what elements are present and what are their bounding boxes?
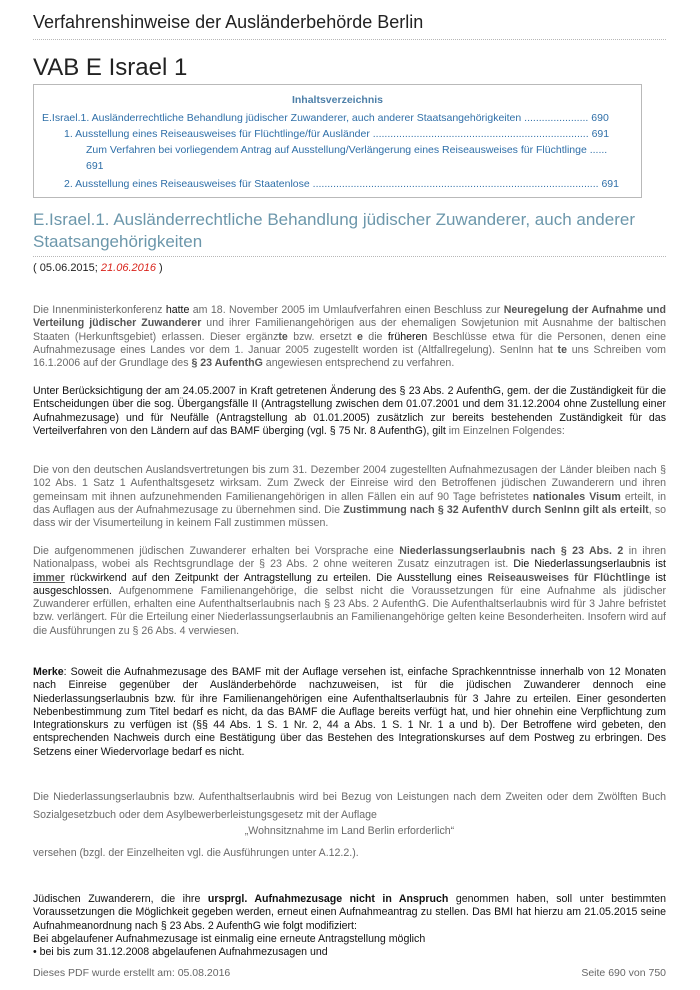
paragraph-auflage-tail: versehen (bzgl. der Einzelheiten vgl. die Ausführungen unter A.12.2.).: [33, 847, 359, 859]
toc-entry-page: 691: [86, 160, 104, 172]
document-title: VAB E Israel 1: [33, 54, 188, 81]
footer-created-date: Dieses PDF wurde erstellt am: 05.08.2016: [33, 967, 231, 979]
paragraph-aenderung: Unter Berücksichtigung der am 24.05.2007 in Kraft getretenen Änderung des § 23 Abs. 2 AufenthG, gem. der die Zuständigkeit für die Entscheidungen über die sog. Übergangsfälle II (Antragstellung zwischen dem 01.07.2001 und dem 31.12.2004 ohne Zustellung einer Aufnahmezusage) und für Neufälle (Antragstellung ab 01.01.2005) zusätzlich zur bereits bestehenden Zuständigkeit für das Verteilverfahren von den Ländern auf das BAMF überging (vgl. § 75 Nr. 8 AufenthG), gilt im Einzelnen Folgendes:: [33, 385, 666, 437]
table-of-contents: [33, 84, 642, 198]
paragraph-neuregelung: Die Innenministerkonferenz hatte am 18. November 2005 im Umlaufverfahren einen Beschluss zur Neuregelung der Aufnahme und Verteilung jüdischer Zuwanderer und ihrer Familienangehörigen aus der ehemaligen Sowjetunion mit Ausnahme der baltischen Staaten (Herkunftsgebiet) erlassen. Dieser ergänzte bzw. ersetzt e die früheren Beschlüsse etwa für die Personen, denen eine Aufnahmezusage eines Landes vor dem 1. Januar 2005 zugestellt worden ist (Altfallregelung). SenInn hat te uns Schreiben vom 16.1.2006 auf der Grundlage des § 23 AufenthG angewiesen entsprechend zu verfahren.: [33, 304, 667, 370]
date-first: 05.06.2015;: [39, 262, 98, 274]
toc-entry-text: Zum Verfahren bei vorliegendem Antrag auf Ausstellung/Verlängerung eines Reiseausweises für Flüchtlinge: [86, 144, 587, 156]
toc-entry-dots: ..................................................................................................: [312, 178, 599, 190]
running-header-title: Verfahrenshinweise der Ausländerbehörde Berlin: [33, 12, 424, 32]
toc-entry-page: 691: [601, 178, 619, 190]
auflage-quote: „Wohnsitznahme im Land Berlin erforderlich“: [244, 825, 455, 837]
toc-entry-dots: ......................: [524, 112, 589, 124]
section-dates: [33, 262, 163, 274]
toc-entry-1[interactable]: [42, 112, 609, 124]
paragraph-merke: Merke: Soweit die Aufnahmezusage des BAMF mit der Auflage versehen ist, einfache Sprachkenntnisse innerhalb von 12 Monaten nach Einreise gegenüber der Ausländerbehörde nachzuweisen, ist für die jüdischen Zuwanderer dennoch eine Niederlassungserlaubnis bzw. für ihre Familienangehörigen eine Aufenthaltserlaubnis für 3 Jahre zu erteilen. Einer gesonderten Nebenbestimmung zum Titel bedarf es nicht, da das BAMF die Auflage bereits verfügt hat, und hier ohnehin eine Verpflichtung zum Integrationskurs zu verfügen ist (§§ 44 Abs. 1 S. 1 Nr. 2, 44 a Abs. 1 S. 1 Nr. 1 a und b). Der Betroffene wird gebeten, den entsprechenden Nachweis durch eine Bestätigung über das Bestehen des Integrationskurses auf dem Postweg zu erbringen. Des Setzens einer Wiedervorlage bedarf es nicht.: [33, 666, 666, 758]
section-title: E.Israel.1. Ausländerrechtliche Behandlung jüdischer Zuwanderer, auch anderer Staatsangehörigkeiten: [33, 209, 666, 257]
toc-entry-text: 2. Ausstellung eines Reiseausweises für Staatenlose: [64, 178, 310, 190]
toc-entry-text: 1. Ausstellung eines Reiseausweises für Flüchtlinge/für Ausländer: [64, 128, 370, 140]
toc-entry-dots: ..........................................................................: [372, 128, 589, 140]
paragraph-auflage: Die Niederlassungserlaubnis bzw. Aufenthaltserlaubnis wird bei Bezug von Leistungen nach dem Zweiten oder dem Zwölften Buch Sozialgesetzbuch oder dem Asylbewerberleistungsgesetz mit der Auflage: [33, 791, 666, 821]
toc-entry-3-page[interactable]: [86, 160, 104, 172]
toc-heading: Inhaltsverzeichnis: [291, 94, 384, 106]
date-open: (: [33, 262, 37, 274]
toc-entry-dots: ......: [589, 144, 608, 156]
toc-entry-3[interactable]: [86, 144, 607, 156]
running-header: [33, 12, 666, 40]
toc-entry-2[interactable]: [64, 128, 609, 140]
footer-page-number: Seite 690 von 750: [581, 967, 666, 979]
toc-entry-text: E.Israel.1. Ausländerrechtliche Behandlung jüdischer Zuwanderer, auch anderer Staatsangehörigkeiten: [42, 112, 522, 124]
toc-entry-page: 690: [591, 112, 609, 124]
date-second: 21.06.2016: [100, 262, 156, 274]
paragraph-visum: Die von den deutschen Auslandsvertretungen bis zum 31. Dezember 2004 zugestellten Aufnahmezusagen der Länder bleiben nach § 102 Abs. 1 Satz 1 Aufenthaltsgesetz wirksam. Zum Zweck der Einreise wird den Betroffenen jüdischen Zuwanderern und ihren gemeinsam mit ihnen aufzunehmenden Familienangehörigen in allen Fällen ein auf 90 Tage befristetes nationales Visum erteilt, in das Auflagen aus der Aufnahmezusage zu übernehmen sind. Die Zustimmung nach § 32 AufenthV durch SenInn gilt als erteilt, so dass wir der Visumerteilung in keinem Fall zustimmen müssen.: [33, 464, 667, 530]
date-close: ): [159, 262, 163, 274]
toc-entry-page: 691: [591, 128, 610, 140]
paragraph-niederlassungserlaubnis: Die aufgenommenen jüdischen Zuwanderer erhalten bei Vorsprache eine Niederlassungserlaubnis nach § 23 Abs. 2 in ihren Nationalpass, wobei als Rechtsgrundlage der § 23 Abs. 2 ohne weiteren Zusatz einzutragen ist. Die Niederlassungserlaubnis ist immer rückwirkend auf den Zeitpunkt der Antragstellung zu erteilen. Die Ausstellung eines Reiseausweises für Flüchtlinge ist ausgeschlossen. Aufgenommene Familienangehörige, die selbst nicht die Voraussetzungen für eine Aufnahme als jüdischer Zuwanderer erfüllen, erhalten eine Aufenthaltserlaubnis nach § 23 Abs. 2 AufenthG. Die Aufenthaltserlaubnis wird für 3 Jahre befristet bzw. verlängert. Für die Erteilung einer Niederlassungserlaubnis an Familienangehörige gelten keine Besonderheiten. Insofern wird auf die Ausführungen zu § 26 Abs. 4 verwiesen.: [33, 545, 667, 637]
toc-entry-4[interactable]: [64, 178, 619, 190]
paragraph-erneuter-antrag: Jüdischen Zuwanderern, die ihre ursprgl. Aufnahmezusage nicht in Anspruch genommen haben, soll unter bestimmten Voraussetzungen die Möglichkeit gegeben werden, erneut einen Aufnahmeantrag zu stellen. Das BMI hat hierzu am 21.05.2015 seine Aufnahmeanordnung nach § 23 Abs. 2 AufenthG wie folgt modifiziert: Bei abgelaufener Aufnahmezusage ist einmalig eine erneute Antragstellung möglich • bei bis zum 31.12.2008 abgelaufenen Aufnahmezusagen und: [33, 893, 667, 959]
